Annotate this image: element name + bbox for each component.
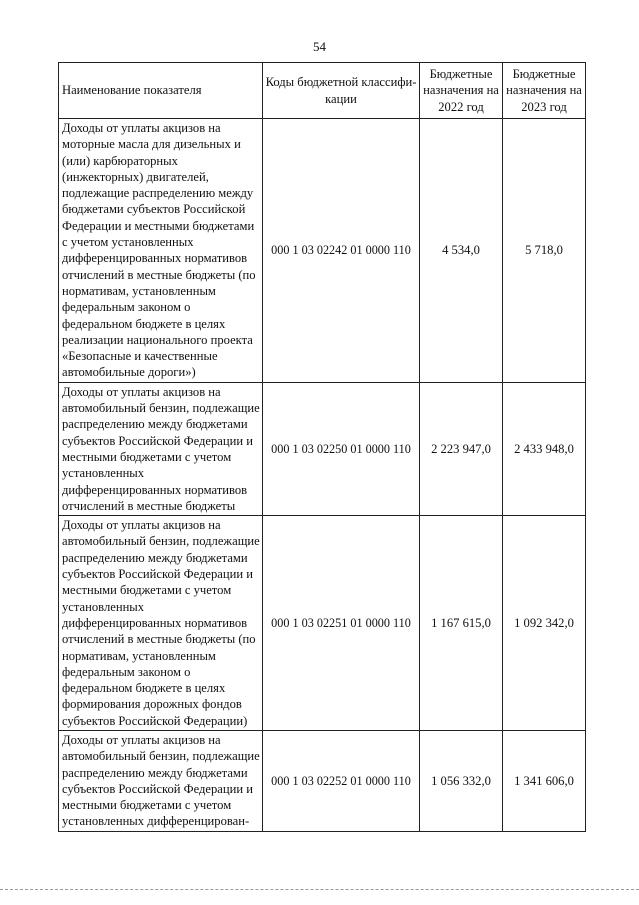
table-header-row xyxy=(59,63,586,119)
indicator-name: Доходы от уплаты акцизов на автомобильный бензин, подлежащие распределению между бюджетами субъектов Российской Федерации и местными бюджетами с учетом установленных дифференцированных нормативов отчислений в местные бюджеты xyxy=(59,382,263,515)
page-number: 54 xyxy=(313,39,326,54)
budget-code: 000 1 03 02250 01 0000 110 xyxy=(263,382,420,515)
budget-code: 000 1 03 02252 01 0000 110 xyxy=(263,730,420,831)
budget-2023-value: 1 092 342,0 xyxy=(503,516,586,731)
table-row xyxy=(59,382,586,515)
page-bottom-divider xyxy=(0,889,639,890)
header-indicator-name: Наименование показателя xyxy=(59,63,263,119)
indicator-name: Доходы от уплаты акцизов на автомобильный бензин, подлежащие распределению между бюджетами субъектов Российской Федерации и местными бюджетами с учетом установленных дифференцированных нормативов отчислений в местные бюджеты (по нормативам, установленным федеральным законом о федеральном бюджете в целях формирования дорожных фондов субъектов Российской Федерации) xyxy=(59,516,263,731)
budget-2023-value: 1 341 606,0 xyxy=(503,730,586,831)
budget-2022-value: 1 167 615,0 xyxy=(420,516,503,731)
budget-2022-value: 2 223 947,0 xyxy=(420,382,503,515)
budget-code: 000 1 03 02251 01 0000 110 xyxy=(263,516,420,731)
indicator-name: Доходы от уплаты акцизов на автомобильный бензин, подлежащие распределению между бюджетами субъектов Российской Федерации и местными бюджетами с учетом установленных дифференцирован- xyxy=(59,730,263,831)
table-row xyxy=(59,119,586,383)
budget-table xyxy=(58,62,586,832)
budget-2023-value: 2 433 948,0 xyxy=(503,382,586,515)
table-row xyxy=(59,516,586,731)
budget-code: 000 1 03 02242 01 0000 110 xyxy=(263,119,420,383)
header-budget-2022: Бюджетные назначения на 2022 год xyxy=(420,63,503,119)
header-budget-code: Коды бюджетной классифи-кации xyxy=(263,63,420,119)
indicator-name: Доходы от уплаты акцизов на моторные масла для дизельных и (или) карбюраторных (инжекторных) двигателей, подлежащие распределению между бюджетами субъектов Российской Федерации и местными бюджетами с учетом установленных дифференцированных нормативов отчислений в местные бюджеты (по нормативам, установленным федеральным законом о федеральном бюджете в целях реализации национального проекта «Безопасные и качественные автомобильные дороги») xyxy=(59,119,263,383)
budget-2022-value: 1 056 332,0 xyxy=(420,730,503,831)
budget-2022-value: 4 534,0 xyxy=(420,119,503,383)
table-row xyxy=(59,730,586,831)
budget-2023-value: 5 718,0 xyxy=(503,119,586,383)
header-budget-2023: Бюджетные назначения на 2023 год xyxy=(503,63,586,119)
